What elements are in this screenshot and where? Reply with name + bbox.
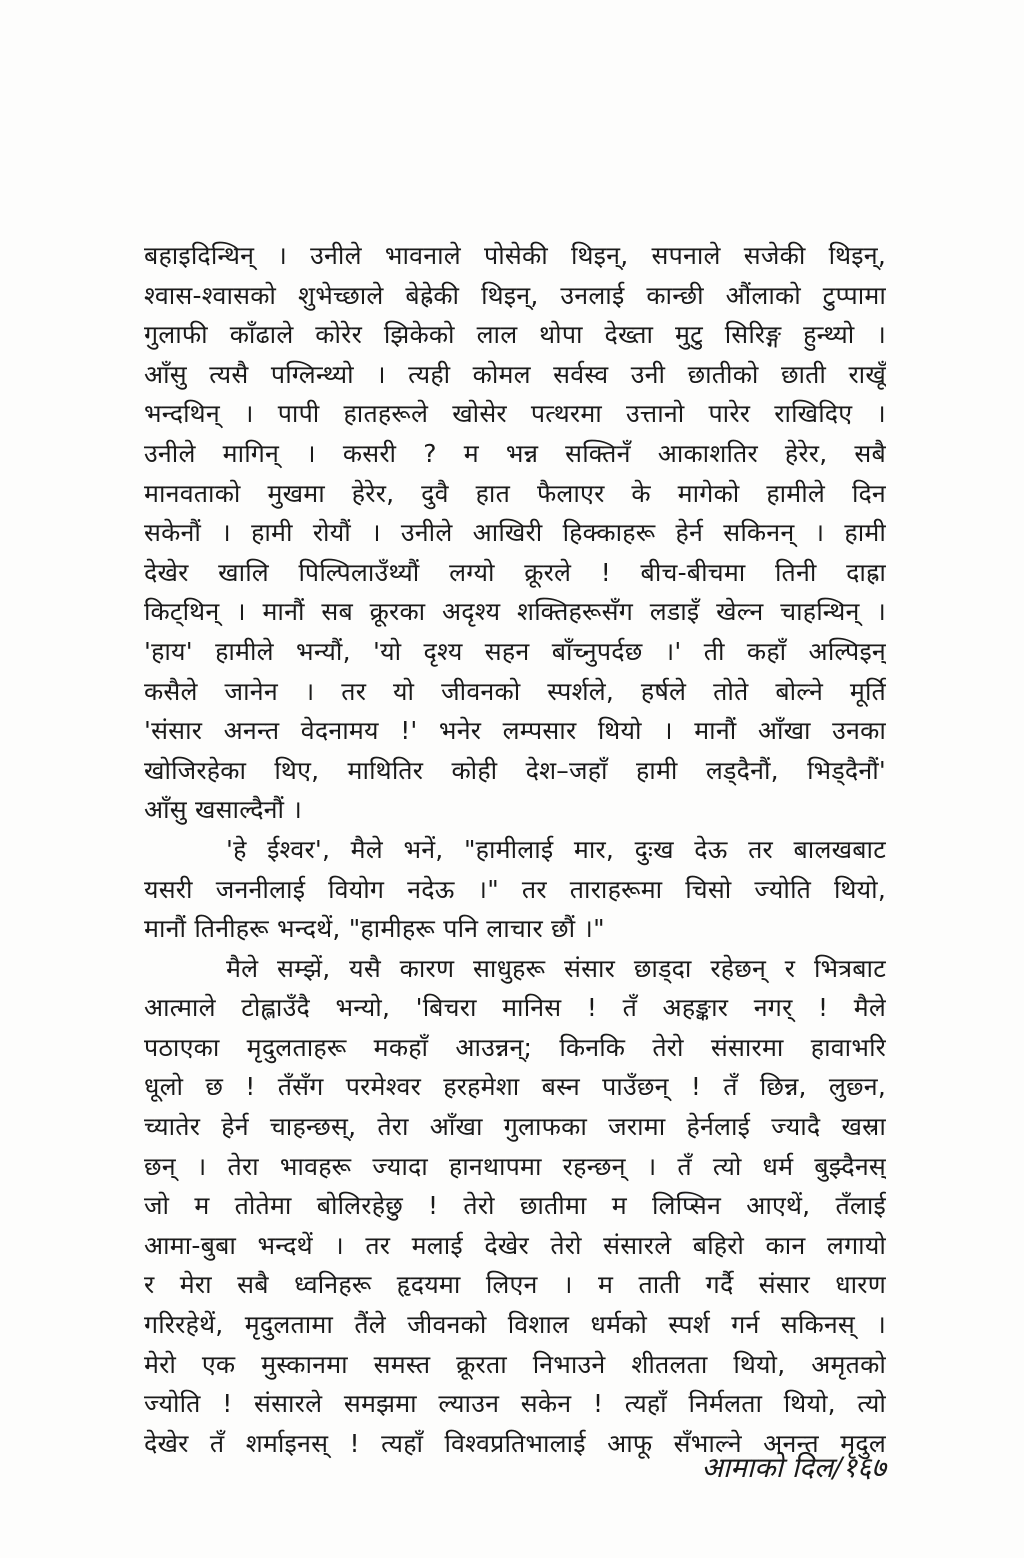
text-line: मेरो एक मुस्कानमा समस्त क्रूरता निभाउने शीतलता थियो, अमृतको — [144, 1349, 886, 1379]
text-line: आत्माले टोह्लाउँदै भन्यो, 'बिचरा मानिस ! तँ अहङ्कार नगर् ! मैले — [144, 993, 886, 1023]
text-line: देखेर खालि पिल्पिलाउँथ्यौं लग्यो क्रूरले ! बीच-बीचमा तिनी दाह्रा — [144, 557, 886, 587]
text-line: ज्योति ! संसारले समझमा ल्याउन सकेन ! त्यहाँ निर्मलता थियो, त्यो — [144, 1389, 886, 1419]
text-line: च्यातेर हेर्न चाहन्छस्, तेरा आँखा गुलाफका जरामा हेर्नलाई ज्यादै खस्रा — [144, 1112, 886, 1142]
text-line: बहाइदिन्थिन् । उनीले भावनाले पोसेकी थिइन्, सपनाले सजेकी थिइन्, — [144, 241, 886, 270]
text-line: खोजिरहेका थिए, माथितिर कोही देश–जहाँ हामी लड्दैनौं, भिड्दैनौं' — [144, 755, 886, 785]
text-line: उनीले मागिन् । कसरी ? म भन्न सक्तिनँ आकाशतिर हेरेर, सबै — [144, 438, 886, 468]
text-line: सकेनौं । हामी रोयौं । उनीले आखिरी हिक्काहरू हेर्न सकिनन् । हामी — [144, 518, 886, 548]
text-line: श्वास-श्वासको शुभेच्छाले बेह्रेकी थिइन्, उनलाई कान्छी औंलाको टुप्पामा — [144, 280, 886, 310]
paragraph-3 — [144, 949, 886, 1464]
text-line: कसैले जानेन । तर यो जीवनको स्पर्शले, हर्षले तोते बोल्ने मूर्ति — [144, 676, 886, 706]
text-line: धूलो छ ! तँसँग परमेश्वर हरहमेशा बस्न पाउँछन् ! तँ छिन्न, लुछ्न, — [144, 1072, 886, 1102]
text-line: र मेरा सबै ध्वनिहरू हृदयमा लिएन । म ताती गर्दै संसार धारण — [144, 1270, 886, 1300]
text-line: गरिरहेथें, मृदुलतामा तैंले जीवनको विशाल धर्मको स्पर्श गर्न सकिनस् । — [144, 1310, 886, 1340]
page-number: १६७ — [842, 1451, 886, 1484]
text-line: भन्दथिन् । पापी हातहरूले खोसेर पत्थरमा उत्तानो पारेर राखिदिए । — [144, 399, 886, 429]
paragraph-2 — [144, 830, 886, 949]
text-line: आँसु त्यसै पग्लिन्थ्यो । त्यही कोमल सर्वस्व उनी छातीको छाती राखूँ — [144, 359, 886, 389]
text-line: देखेर तँ शर्माइनस् ! त्यहाँ विश्वप्रतिभालाई आफू सँभाल्ने अनन्त मृदुल — [144, 1428, 886, 1458]
text-line: मानवताको मुखमा हेरेर, दुवै हात फैलाएर के मागेको हामीले दिन — [144, 478, 886, 508]
text-line: पठाएका मृदुलताहरू मकहाँ आउन्नन्; किनकि तेरो संसारमा हावाभरि — [144, 1032, 886, 1062]
text-line: मैले सम्झें, यसै कारण साधुहरू संसार छाड्दा रहेछन् र भित्रबाट — [226, 953, 886, 983]
text-line: आमा-बुबा भन्दथें । तर मलाई देखेर तेरो संसारले बहिरो कान लगायो — [144, 1230, 886, 1260]
page-footer — [640, 1448, 886, 1486]
text-line: 'हाय' हामीले भन्यौं, 'यो दृश्य सहन बाँच्नुपर्दछ ।' ती कहाँ अल्पिइन् — [144, 636, 886, 666]
text-line: जो म तोतेमा बोलिरहेछु ! तेरो छातीमा म लिप्सिन आएथें, तँलाई — [144, 1191, 886, 1221]
running-title: आमाको दिल — [701, 1451, 833, 1484]
text-line: गुलाफी काँढाले कोरेर झिकेको लाल थोपा देख्ता मुटु सिरिङ्ग हुन्थ्यो । — [144, 320, 886, 350]
text-line: 'हे ईश्वर', मैले भनें, "हामीलाई मार, दुःख देऊ तर बालखबाट — [226, 834, 886, 864]
text-line: मानौं तिनीहरू भन्दथें, "हामीहरू पनि लाचार छौं ।" — [144, 914, 605, 944]
footer-separator: / — [832, 1451, 843, 1484]
text-line: छन् । तेरा भावहरू ज्यादा हानथापमा रहन्छन् । तँ त्यो धर्म बुझ्दैनस् — [144, 1151, 886, 1181]
text-line: यसरी जननीलाई वियोग नदेऊ ।" तर ताराहरूमा चिसो ज्योति थियो, — [144, 874, 886, 904]
text-line: आँसु खसाल्दैनौं । — [144, 795, 303, 825]
body-text — [144, 236, 886, 1463]
text-line: किट्थिन् । मानौं सब क्रूरका अदृश्य शक्तिहरूसँग लडाइँ खेल्न चाहन्थिन् । — [144, 597, 886, 627]
paragraph-1 — [144, 236, 886, 830]
text-line: 'संसार अनन्त वेदनामय !' भनेर लम्पसार थियो । मानौं आँखा उनका — [144, 716, 886, 746]
